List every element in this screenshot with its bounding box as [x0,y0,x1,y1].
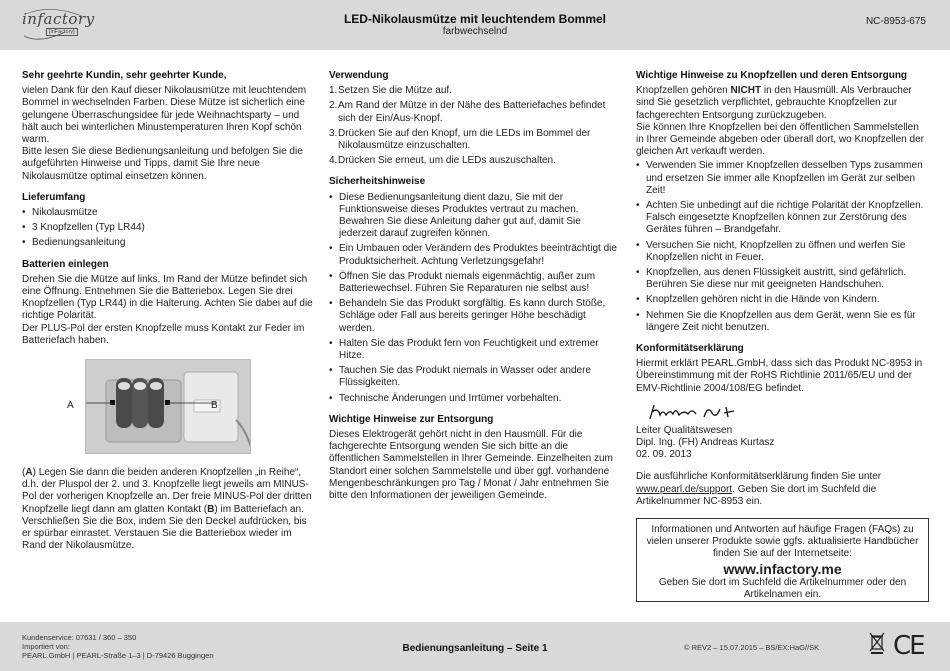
infactory-url[interactable]: www.infactory.me [723,561,842,577]
step-b-letter: B [207,503,215,515]
ce-mark-icon: CE [893,631,924,661]
support-link[interactable]: www.pearl.de/support [636,483,733,495]
greeting-heading: Sehr geehrte Kundin, sehr geehrter Kunde, [22,70,227,81]
figure-label-b: B [211,400,218,412]
list-item: • Nikolausmütze [22,207,314,219]
list-item: • Verwenden Sie immer Knopfzellen desselben Typs zusammen und ersetzen Sie immer alle Knopfzellen im Gerät zur selben Zeit! [636,160,929,197]
handwritten-signature [646,401,929,423]
faq-text: Informationen und Antworten auf häufige Fragen (FAQs) zu vielen unserer Produkte sowie ggfs. aktualisierte Handbücher finden Sie auf der Internetseite: [646,524,919,559]
column-middle [329,70,621,502]
column-right [636,70,929,508]
list-item: • Knopfzellen gehören nicht in die Hände von Kindern. [636,294,929,306]
step-b-text: ) im Batteriefach an. [214,503,304,515]
safety-heading: Sicherheitshinweise [329,176,426,188]
page-footer [0,622,950,671]
signer-role: Leiter Qualitätswesen [636,424,733,436]
scope-list [22,207,314,250]
cells-paragraph: Knopfzellen gehören NICHT in den Hausmüll. Als Verbraucher sind Sie gesetzlich verpflichtet, gebrauchte Knopfzellen zur fachgerechten Entsorgung zurückzugeben. [636,85,912,121]
column-left [22,70,314,552]
faq-box [636,518,929,602]
disposal-paragraph: Dieses Elektrogerät gehört nicht in den Hausmüll. Für die fachgerechte Entsorgung wenden Sie sich bitte an die öffentlichen Sammelstellen in Ihrer Gemeinde. Einzelheiten zum Standort einer solchen Sammelstelle und über ggf. vorhandene Mengenbeschränkungen pro Tag / Monat / Jahr entnehmen Sie bitte den Informationen der jeweiligen Gemeinde. [329,429,613,502]
use-steps [329,85,621,167]
conformity-paragraph: Hiermit erklärt PEARL.GmbH, dass sich das Produkt NC-8953 in Übereinstimmung mit der RoHS Richtlinie 2011/65/EU und der EMV-Richtlinie 2004/108/EG befindet. [636,358,923,394]
faq-text-2: Geben Sie dort im Suchfeld die Artikelnummer oder den Artikelnamen ein. [658,577,907,600]
step-a-text: Legen Sie dann die beiden anderen Knopfzellen „in Reihe“, d.h. der Pluspol der 2. und 3. Knopfzelle liegt jeweils am MINUS-Pol der vorherigen Knopfzelle an. Der freie MINUS-Pol der dritten Knopfzelle liegt dann am glatten Kontakt ( [22,467,312,515]
revision-info: © REV2 – 15.07.2015 – BS/EX:HaG//SK [684,643,820,652]
product-subtitle: farbwechselnd [442,26,508,37]
list-item: • Achten Sie unbedingt auf die richtige Polarität der Knopfzellen. Falsch eingesetzte Knopfzellen können zur Zerstörung des Gerätes führen – Brandgefahr. [636,200,929,237]
product-title: LED-Nikolausmütze mit leuchtendem Bommel [343,12,607,26]
closing-paragraph: Verschließen Sie die Box, indem Sie den Deckel aufdrücken, bis er spürbar einrastet. Verstauen Sie die Batteriebox wieder im Rand der Nikolausmütze. [22,515,307,552]
step-a-letter: A [25,467,33,479]
scope-heading: Lieferumfang [22,191,86,203]
list-item: 2. Am Rand der Mütze in der Nähe des Batteriefaches befindet sich der Ein/Aus-Knopf. [329,100,606,124]
battery-box-photo [85,359,251,454]
intro-paragraph: vielen Dank für den Kauf dieser Nikolausmütze mit leuchtendem Bommel in wechselnden Farben. Diese Mütze ist sicherlich eine gelungene Überraschungsidee für jede Weihnachtsparty – und hält auch bei winterlichen Minustemperaturen Ihren Kopf schön warm. [22,85,307,146]
battery-paragraph-2: Der PLUS-Pol der ersten Knopfzelle muss Kontakt zur Feder im Batteriefach haben. [22,322,305,346]
battery-paragraph: Drehen Sie die Mütze auf links. Im Rand der Mütze befindet sich eine Öffnung. Entnehmen Sie die Batteriebox. Legen Sie drei Knopfzellen (Typ LR44) in die Halterung. Achten Sie dabei auf die richtige Polarität. [22,273,313,322]
battery-box-figure [22,359,314,459]
full-declaration-paragraph: Die ausführliche Konformitätserklärung finden Sie unter www.pearl.de/support. Geben Sie dort im Suchfeld die Artikelnummer NC-8953 ein. [636,471,882,507]
signer-name: Dipl. Ing. (FH) Andreas Kurtasz [636,437,775,449]
list-item: • Bedienungsanleitung [22,237,314,249]
crossed-bin-icon [869,632,885,654]
list-item: 3. Drücken Sie auf den Knopf, um die LEDs im Bommel der Nikolausmütze einzuschalten. [329,127,591,152]
list-item: • Halten Sie das Produkt fern von Feuchtigkeit und extremer Hitze. [329,338,621,362]
list-item: • Tauchen Sie das Produkt niemals in Wasser oder andere Flüssigkeiten. [329,365,621,389]
conformity-heading: Konformitätserklärung [636,343,744,355]
step-paragraph: (A) Legen Sie dann die beiden anderen Knopfzellen „in Reihe“, d.h. der Pluspol der 2. und 3. Knopfzelle liegt jeweils am MINUS-Pol der vorherigen Knopfzelle an. Der freie MINUS-Pol der dritten Knopfzelle liegt dann am glatten Kontakt (B) im Batteriefach an. [22,467,312,515]
list-item: • 3 Knopfzellen (Typ LR44) [22,222,314,234]
list-item: • Diese Bedienungsanleitung dient dazu, Sie mit der Funktionsweise dieses Produktes vertraut zu machen. Bewahren Sie diese Anleitung daher gut auf, damit Sie jederzeit darauf zugreifen können. [329,192,621,241]
list-item: • Versuchen Sie nicht, Knopfzellen zu öffnen und werfen Sie Knopfzellen nicht in Feuer. [636,240,929,264]
list-item: • Technische Änderungen und Irrtümer vorbehalten. [329,393,621,405]
intro-paragraph-2: Bitte lesen Sie diese Bedienungsanleitung und befolgen Sie die aufgeführten Hinweise und Tipps, damit Sie Ihre neue Nikolausmütze optimal einsetzen können. [22,146,303,182]
emphasis-nicht: NICHT [730,85,762,97]
list-item: 4. Drücken Sie erneut, um die LEDs auszuschalten. [329,155,556,167]
sign-date: 02. 09. 2013 [636,449,692,461]
importer-address: PEARL.GmbH | PEARL-Straße 1–3 | D-79426 Buggingen [22,651,214,660]
cells-heading: Wichtige Hinweise zu Knopfzellen und deren Entsorgung [636,70,908,81]
cells-paragraph-2: Sie können Ihre Knopfzellen bei den öffentlichen Sammelstellen in Ihrer Gemeinde abgeben oder überall dort, wo Knopfzellen der gleichen Art verkauft werden. [636,121,924,158]
list-item: • Öffnen Sie das Produkt niemals eigenmächtig, außer zum Batteriewechsel. Führen Sie Reparaturen nie selbst aus! [329,271,621,295]
cells-list [636,160,929,334]
use-heading: Verwendung [329,70,389,81]
disposal-heading: Wichtige Hinweise zur Entsorgung [329,413,494,425]
list-item: 1. Setzen Sie die Mütze auf. [329,85,452,97]
list-item: • Nehmen Sie die Knopfzellen aus dem Gerät, wenn Sie es für längere Zeit nicht benutzen. [636,310,929,334]
safety-list [329,192,621,405]
figure-label-a: A [67,400,74,412]
list-item: • Ein Umbauen oder Verändern des Produktes beeinträchtigt die Produktsicherheit. Achtung Verletzungsgefahr! [329,243,621,267]
customer-service: Kundenservice: 07631 / 360 – 350 [22,633,137,642]
article-number: NC-8953-675 [865,16,926,27]
page-number: Bedienungsanleitung – Seite 1 [402,643,548,654]
battery-heading: Batterien einlegen [22,258,109,270]
list-item: • Behandeln Sie das Produkt sorgfältig. Es kann durch Stöße, Schläge oder Fall aus bereits geringer Höhe beschädigt werden. [329,298,621,335]
list-item: • Knopfzellen, aus denen Flüssigkeit austritt, sind gefährlich. Berühren Sie diese nur mit geeigneten Handschuhen. [636,267,929,291]
page-header [0,0,950,50]
importer-label: Importiert von: [22,642,70,651]
logo-wordmark: infactory [22,10,95,28]
logo-subtext: [inFactory] [46,28,78,36]
